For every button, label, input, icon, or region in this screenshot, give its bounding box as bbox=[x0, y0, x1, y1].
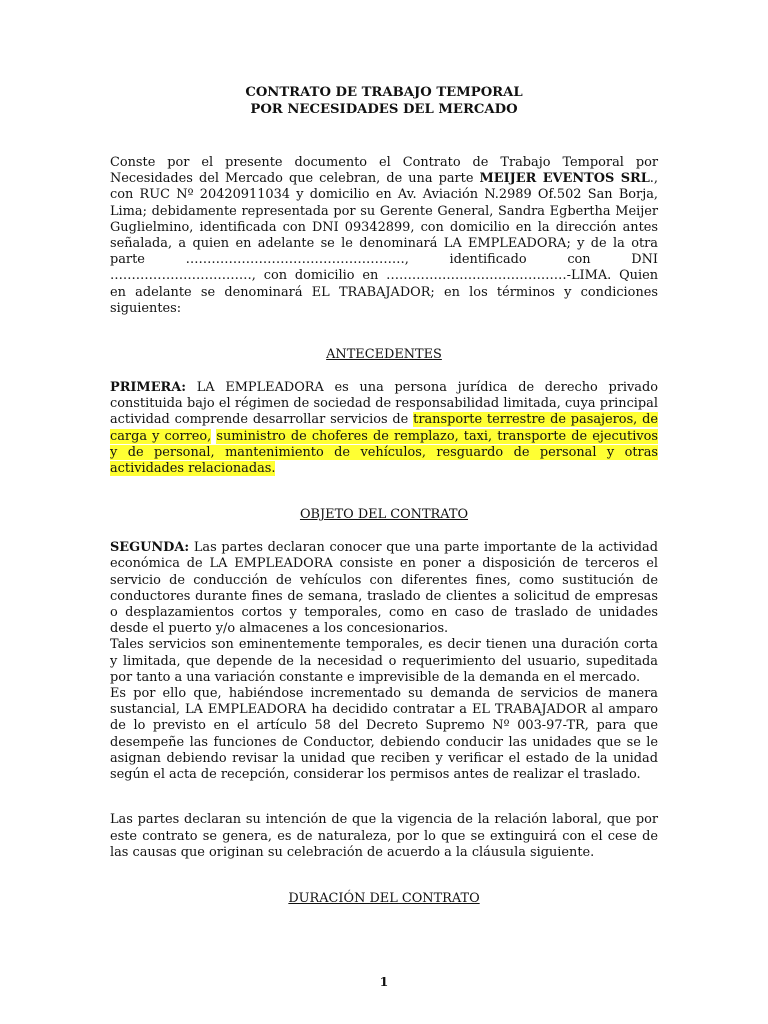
intro-part-1: Conste por el presente documento el Contrato de Trabajo Temporal por Necesidades del Mercado que celebran, de una parte bbox=[110, 155, 658, 187]
objeto-paragraph-4: Las partes declaran su intención de que la vigencia de la relación laboral, que por este contrato se genera, es de naturaleza, por lo que se extinguirá con el cese de las causas que originan su celebración de acuerdo a la cláusula siguiente. bbox=[110, 812, 658, 860]
document-page bbox=[110, 84, 658, 907]
title-line-1: CONTRATO DE TRABAJO TEMPORAL bbox=[245, 85, 523, 100]
clause-primera-label: PRIMERA: bbox=[110, 380, 187, 396]
clause-segunda-text: Las partes declaran conocer que una parte importante de la actividad económica de LA EMPLEADORA consiste en poner a disposición de terceros el servicio de conducción de vehículos con diferentes fines, como sustitución de conductores durante fines de semana, traslado de clientes a solicitud de empresas o desplazamientos cortos y temporales, como en caso de traslado de unidades desde el puerto y/o almacenes a los concesionarios. bbox=[110, 540, 658, 637]
heading-duracion: DURACIÓN DEL CONTRATO bbox=[288, 890, 480, 906]
intro-paragraph bbox=[110, 155, 658, 317]
clause-segunda-label: SEGUNDA: bbox=[110, 540, 190, 556]
heading-antecedentes: ANTECEDENTES bbox=[326, 347, 442, 363]
clause-segunda bbox=[110, 540, 658, 637]
intro-part-2: ., con RUC Nº 20420911034 y domicilio en Av. Aviación N.2989 Of.502 San Borja, Lima; debidamente representada por su Gerente General, Sandra Egbertha Meijer Guglielmino, identificada con DNI 09342899, con domicilio en la dirección antes señalada, a quien en adelante se le denominará LA EMPLEADORA; y de la otra parte ……………………………………………, identificado con DNI ……………………………, con domicilio en ……………………………………-LIMA. Quien en adelante se denominará EL TRABAJADOR; en los términos y condiciones siguientes: bbox=[110, 171, 658, 316]
objeto-paragraph-2: Tales servicios son eminentemente temporales, es decir tienen una duración corta y limitada, que depende de la necesidad o requerimiento del usuario, supeditada por tanto a una variación constante e imprevisible de la demanda en el mercado. bbox=[110, 637, 658, 685]
highlight-transport: transporte terrestre de pasajeros, de carga y correo, bbox=[110, 412, 658, 444]
title-line-2: POR NECESIDADES DEL MERCADO bbox=[250, 102, 518, 117]
clause-primera-text: LA EMPLEADORA es una persona jurídica de derecho privado constituida bajo el régimen de sociedad de responsabilidad limitada, cuya principal actividad comprende desarrollar servicios de bbox=[110, 380, 658, 428]
heading-objeto: OBJETO DEL CONTRATO bbox=[299, 507, 469, 523]
objeto-paragraph-3: Es por ello que, habiéndose incrementado su demanda de servicios de manera sustancial, LA EMPLEADORA ha decidido contratar a EL TRABAJADOR al amparo de lo previsto en el artículo 58 del Decreto Supremo Nº 003-97-TR, para que desempeñe las funciones de Conductor, debiendo conducir las unidades que se le asignan debiendo revisar la unidad que reciben y verificar el estado de la unidad según el acta de recepción, considerar los permisos antes de realizar el traslado. bbox=[110, 686, 658, 783]
highlight-services: suministro de choferes de remplazo, taxi, transporte de ejecutivos y de personal, mantenimiento de vehículos, resguardo de personal y otras actividades relacionadas. bbox=[110, 428, 658, 477]
clause-primera bbox=[110, 380, 658, 477]
page-number: 1 bbox=[379, 974, 389, 989]
company-name: MEIJER EVENTOS SRL bbox=[479, 171, 650, 187]
